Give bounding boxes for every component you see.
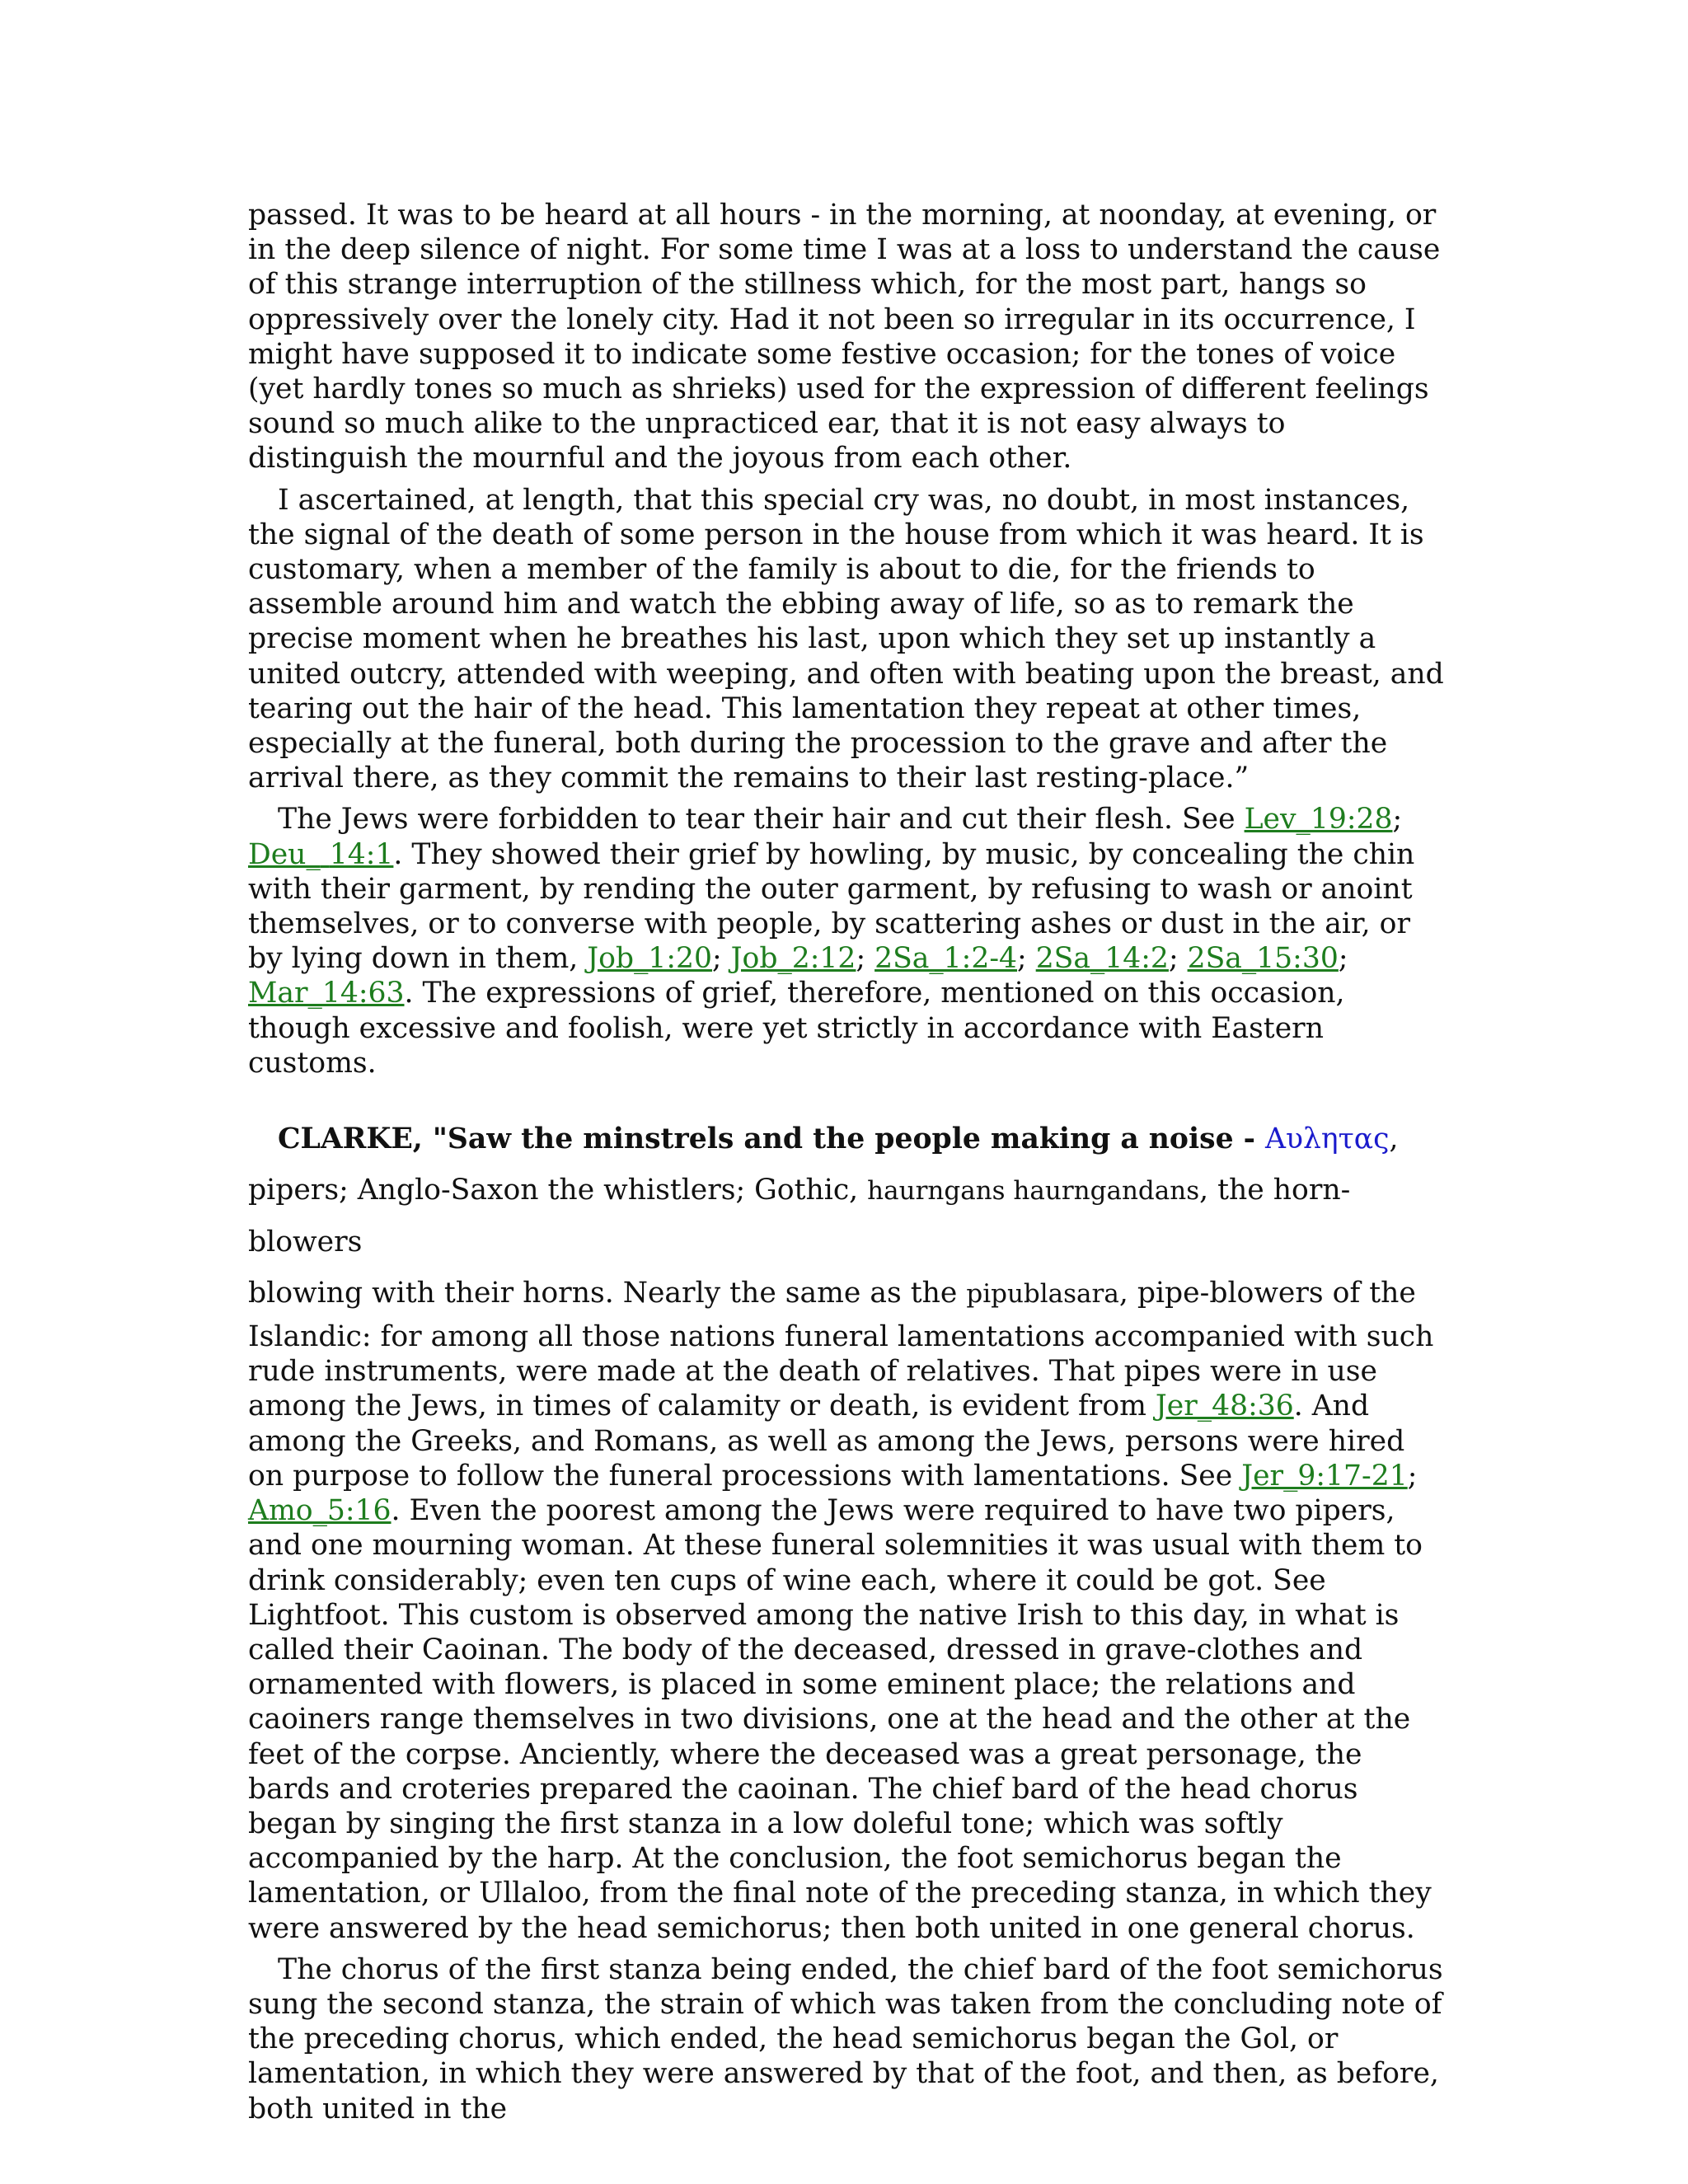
ref-lev-19-28[interactable]: Lev_19:28 — [1244, 803, 1393, 837]
document-page — [248, 198, 1447, 2133]
clarke-heading: CLARKE, "Saw the minstrels and the people making a noise - — [278, 1122, 1266, 1156]
clarke-text-1: Islandic: for among all those nations funeral lamentations accompanied with such rude instruments, were made at the death of relatives. That pipes were in use among the Jews, in times of calamity or death, is evident from — [248, 1320, 1434, 1423]
ref-deu-14-1-part2: 14:1 — [329, 837, 394, 871]
clarke-text-3: . Even the poorest among the Jews were required to have two pipers, and one mourning woman. At these funeral solemnities it was usual with them to drink considerably; even ten cups of wine each, where it could be got. See Lightfoot. This custom is observed among the native Irish to this day, in what is called their Caoinan. The body of the deceased, dressed in grave-clothes and ornamented with flowers, is placed in some eminent place; the relations and caoiners range themselves in two divisions, one at the head and the other at the feet of the corpse. Anciently, where the deceased was a great personage, the bards and croteries prepared the caoinan. The chief bard of the head chorus began by singing the first stanza in a low doleful tone; which was softly accompanied by the harp. At the conclusion, the foot semichorus began the lamentation, or Ullaloo, from the final note of the preceding stanza, in which they were answered by the head semichorus; then both united in one general chorus. — [248, 1494, 1432, 1945]
ref-jer-9-17-21[interactable]: Jer_9:17-21 — [1241, 1459, 1408, 1493]
ref-job-2-12[interactable]: Job_2:12 — [730, 942, 856, 976]
clarke-text-2: . And among the Greeks, and Romans, as well as among the Jews, persons were hired on purpose to follow the funeral processions with lamentations. See — [248, 1390, 1405, 1493]
ref-mar-14-63[interactable]: Mar_14:63 — [248, 977, 405, 1010]
paragraph-1-text: passed. It was to be heard at all hours - in the morning, at noonday, at evening, or in the deep silence of night. For some time I was at a loss to understand the cause of this strange interruption of the stillness which, for the most part, hangs so oppressively over the lonely city. Had it not been so irregular in its occurrence, I might have supposed it to indicate some festive occasion; for the tones of voice (yet hardly tones so much as shrieks) used for the expression of different feelings sound so much alike to the unpracticed ear, that it is not easy always to distinguish the mournful and the joyous from each other. — [248, 199, 1441, 476]
paragraph-3: The Jews were forbidden to tear their hair and cut their flesh. See Lev_19:28; Deu_ 14:1. They showed their grief by howling, by music, by concealing the chin with their garment, by rending the outer garment, by refusing to wash or anoint themselves, or to converse with people, by scattering ashes or dust in the air, or by lying down in them, Job_1:20; Job_2:12; 2Sa_1:2-4; 2Sa_14:2; 2Sa_15:30; Mar_14:63. The expressions of grief, therefore, mentioned on this occasion, though excessive and foolish, were yet strictly in accordance with Eastern customs. — [248, 803, 1415, 1080]
ref-2sa-1-2-4[interactable]: 2Sa_1:2-4 — [874, 942, 1018, 976]
ref-amo-5-16[interactable]: Amo_5:16 — [248, 1494, 392, 1528]
greek-word: Αυλητας — [1265, 1122, 1390, 1156]
paragraph-5 — [248, 1952, 1447, 2126]
ref-2sa-15-30[interactable]: 2Sa_15:30 — [1187, 942, 1339, 976]
clarke-line-2a: pipers; Anglo-Saxon the whistlers; Gothic, — [248, 1174, 868, 1207]
paragraph-1 — [248, 198, 1447, 476]
gothic-words: haurngans haurngandans — [867, 1176, 1200, 1207]
ref-2sa-14-2[interactable]: 2Sa_14:2 — [1035, 942, 1169, 976]
clarke-line-3b: , pipe-blowers of the — [1118, 1277, 1416, 1310]
clarke-paragraph-body: Islandic: for among all those nations funeral lamentations accompanied with such rude instruments, were made at the death of relatives. That pipes were in use among the Jews, in times of calamity or death, is evident from Jer_48:36. And among the Greeks, and Romans, as well as among the Jews, persons were hired on purpose to follow the funeral processions with lamentations. See Jer_9:17-21; Amo_5:16. Even the poorest among the Jews were required to have two pipers, and one mourning woman. At these funeral solemnities it was usual with them to drink considerably; even ten cups of wine each, where it could be got. See Lightfoot. This custom is observed among the native Irish to this day, in what is called their Caoinan. The body of the deceased, dressed in grave-clothes and ornamented with flowers, is placed in some eminent place; the relations and caoiners range themselves in two divisions, one at the head and the other at the feet of the corpse. Anciently, where the deceased was a great personage, the bards and croteries prepared the caoinan. The chief bard of the head chorus began by singing the first stanza in a low doleful tone; which was softly accompanied by the harp. At the conclusion, the foot semichorus began the lamentation, or Ullaloo, from the final note of the preceding stanza, in which they were answered by the head semichorus; then both united in one general chorus. — [248, 1320, 1434, 1945]
ref-deu-14-1[interactable] — [248, 838, 393, 871]
clarke-line-3a: blowing with their horns. Nearly the same as the — [248, 1277, 967, 1310]
islandic-word: pipublasara — [966, 1279, 1119, 1310]
paragraph-3-text-1: The Jews were forbidden to tear their hair and cut their flesh. See — [278, 803, 1245, 837]
ref-jer-48-36[interactable]: Jer_48:36 — [1155, 1390, 1294, 1423]
ref-job-1-20[interactable]: Job_1:20 — [587, 942, 713, 976]
paragraph-2 — [248, 483, 1447, 796]
ref-deu-14-1-part1: Deu_ — [248, 837, 321, 871]
clarke-paragraph: CLARKE, "Saw the minstrels and the people making a noise - Αυλητας, pipers; Anglo-Saxon the whistlers; Gothic, haurngans haurngandans, the horn-blowers blowing with their horns. Nearly the same as the pipublasara, pipe-blowers of the — [248, 1122, 1416, 1310]
paragraph-2-text: I ascertained, at length, that this special cry was, no doubt, in most instances, the signal of the death of some person in the house from which it was heard. It is customary, when a member of the family is about to die, for the friends to assemble around him and watch the ebbing away of life, so as to remark the precise moment when he breathes his last, upon which they set up instantly a united outcry, attended with weeping, and often with beating upon the breast, and tearing out the hair of the head. This lamentation they repeat at other times, especially at the funeral, both during the procession to the grave and after the arrival there, as they commit the remains to their last resting-place.” — [248, 483, 1444, 795]
clarke-line-2b: , the horn-blowers — [248, 1174, 1351, 1259]
paragraph-3-text-2: . They showed their grief by howling, by music, by concealing the chin with their garment, by rending the outer garment, by refusing to wash or anoint themselves, or to converse with people, by scattering ashes or dust in the air, or by lying down in them, — [248, 837, 1415, 976]
paragraph-5-text: The chorus of the first stanza being ended, the chief bard of the foot semichorus sung the second stanza, the strain of which was taken from the concluding note of the preceding chorus, which ended, the head semichorus began the Gol, or lamentation, in which they were answered by that of the foot, and then, as before, both united in the — [248, 1952, 1443, 2125]
paragraph-3-text-3: . The expressions of grief, therefore, mentioned on this occasion, though excessive and foolish, were yet strictly in accordance with Eastern customs. — [248, 977, 1345, 1080]
